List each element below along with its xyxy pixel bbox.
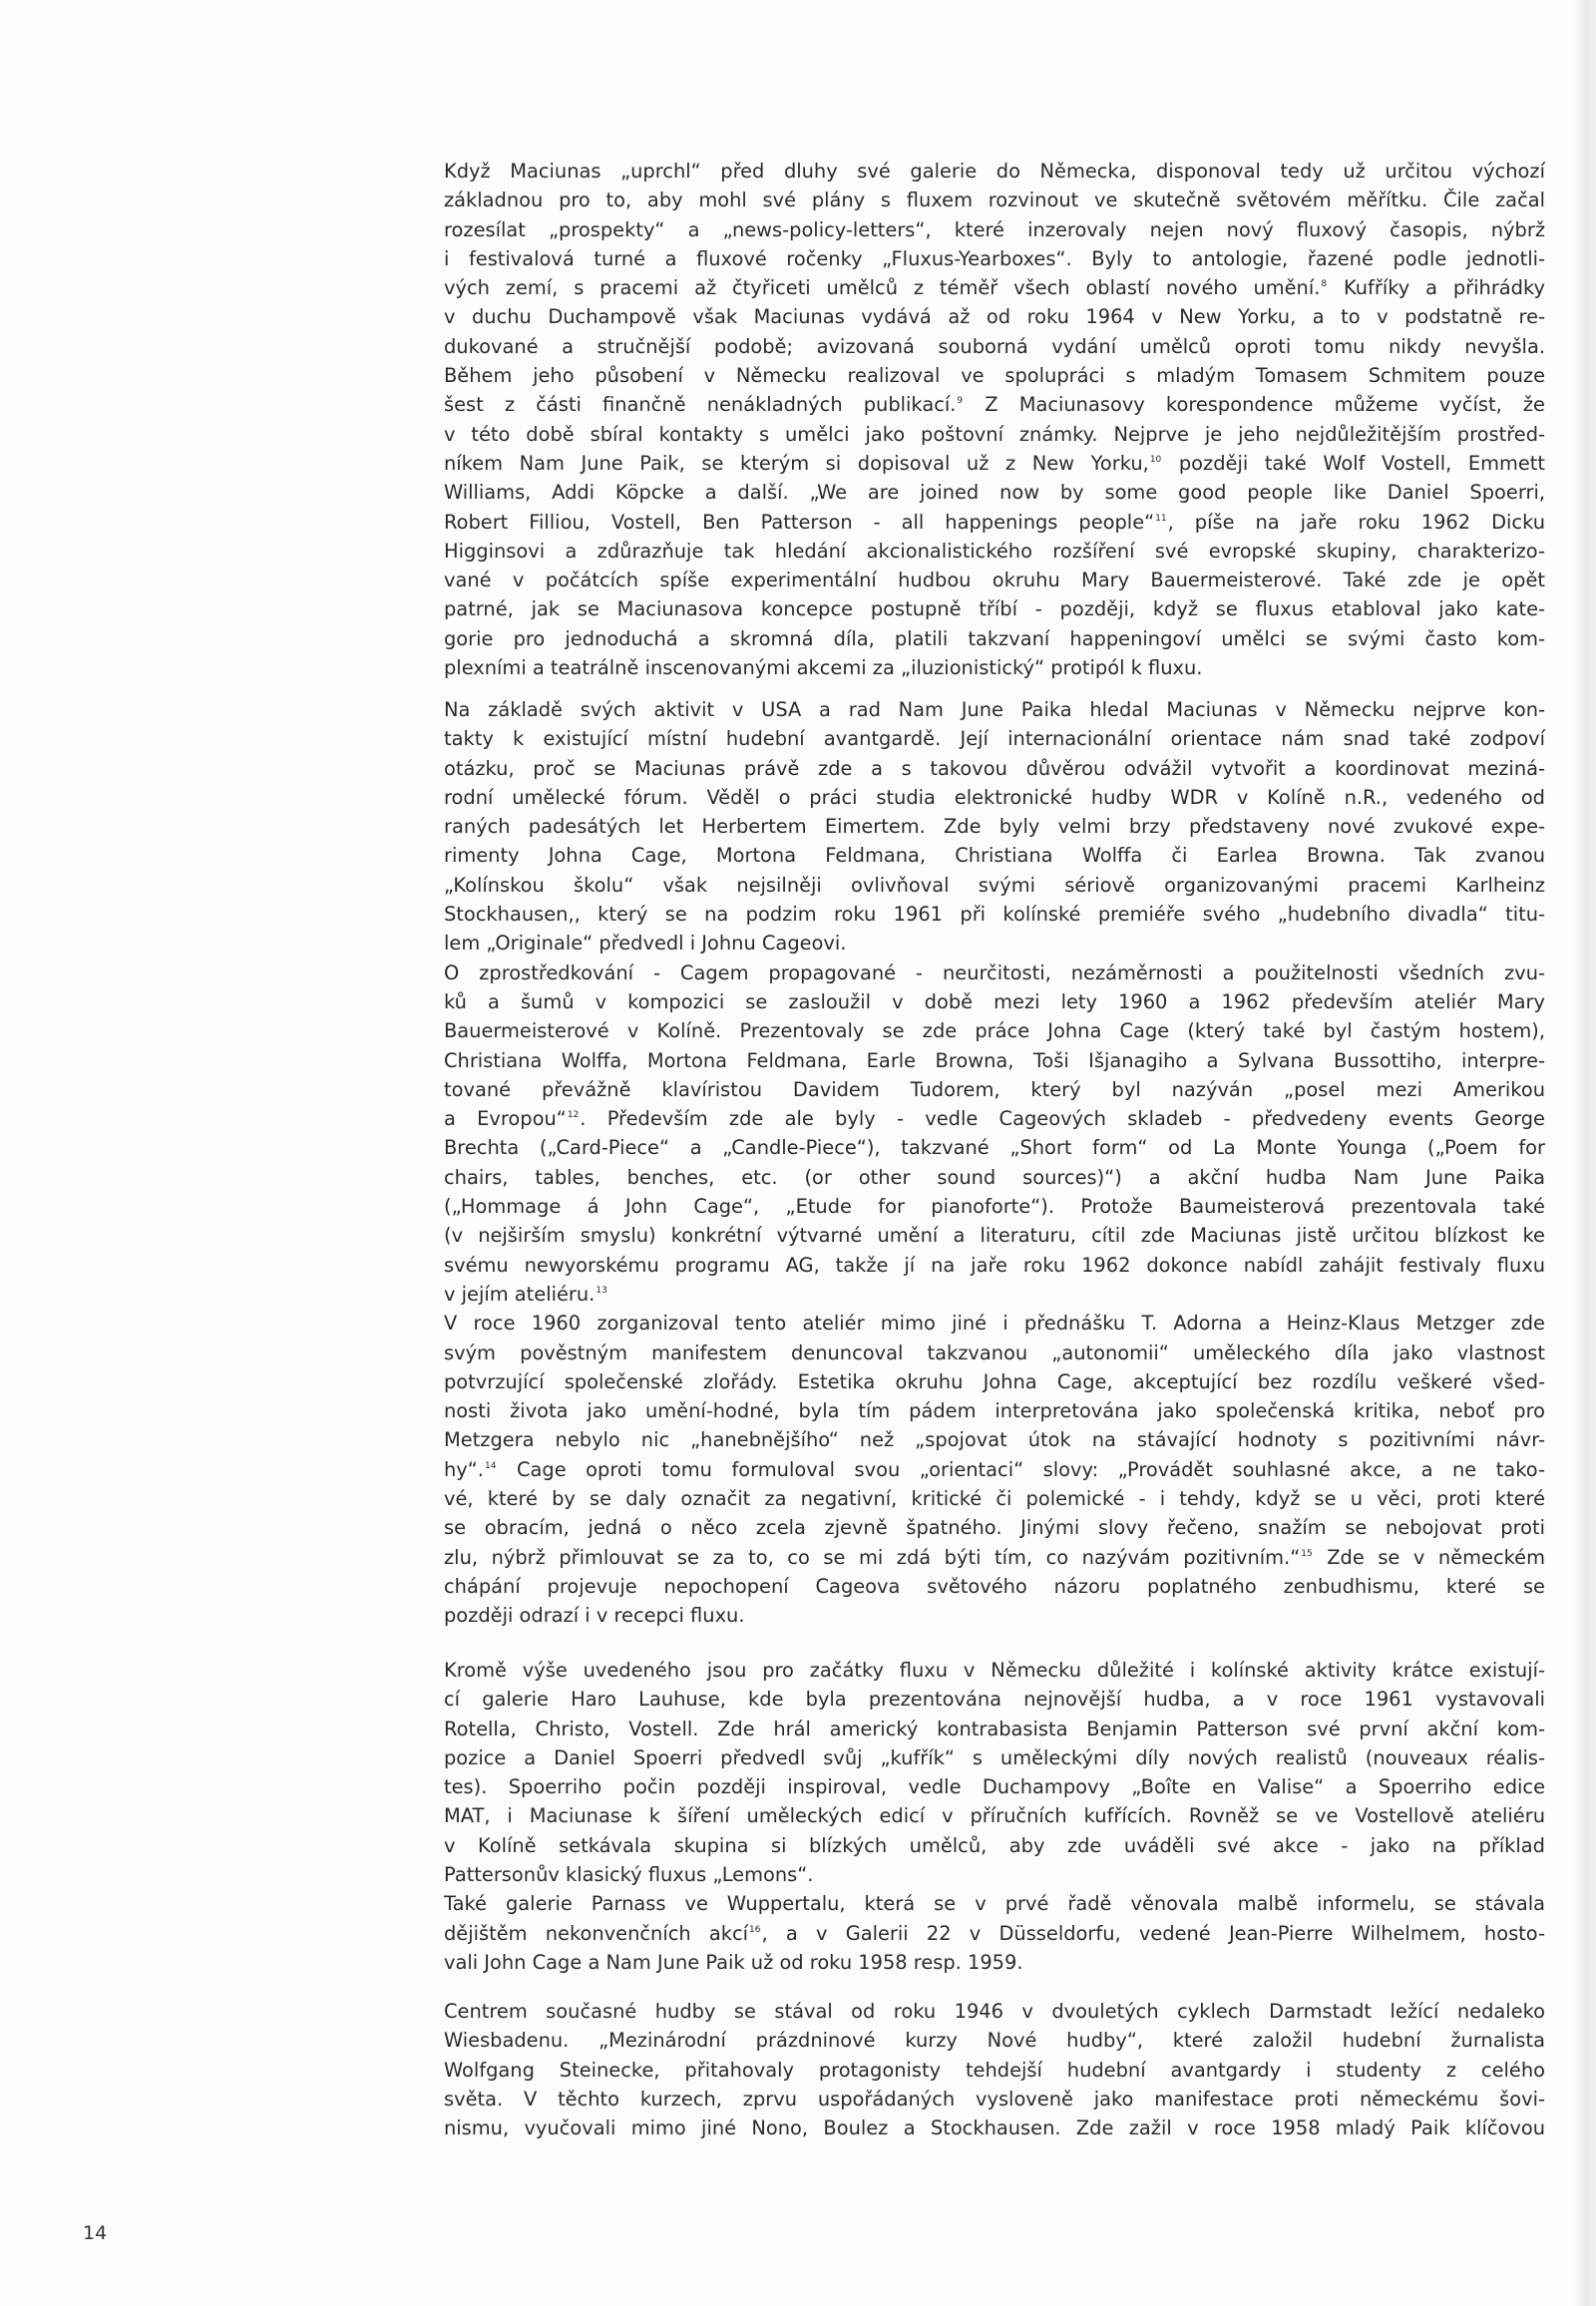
text-line: Higginsovi a zdůrazňuje tak hledání akcionalistického rozšíření své evropské skupiny, charakterizo-: [444, 539, 1545, 563]
text-line: vé, které by se daly označit za negativní, kritické či polemické - i tehdy, když se u věci, proti které: [444, 1487, 1545, 1511]
text-line: základnou pro to, aby mohl své plány s fluxem rozvinout ve skutečně světovém měřítku. Čile začal: [444, 189, 1545, 212]
text-line: cí galerie Haro Lauhuse, kde byla prezentována nejnovější hudba, a v roce 1961 vystavovali: [444, 1688, 1545, 1712]
paragraph: [444, 695, 1545, 959]
text-line: nismu, vyučovali mimo jiné Nono, Boulez a Stockhausen. Zde zažil v roce 1958 mladý Paik klíčovou: [444, 2116, 1545, 2140]
footnote-marker: 14: [484, 1460, 497, 1471]
paragraph: [444, 1309, 1545, 1630]
text-line: otázku, proč se Maciunas právě zde a s takovou důvěrou odvážil vytvořit a koordinovat meziná-: [444, 756, 1545, 780]
footnote-marker: 10: [1149, 454, 1162, 465]
text-line: Rotella, Christo, Vostell. Zde hrál americký kontrabasista Benjamin Patterson své první akční kom-: [444, 1717, 1545, 1740]
text-line: světa. V těchto kurzech, zprvu uspořádaných vysloveně jako manifestace proti německému šovi-: [444, 2087, 1545, 2111]
text-line: ků a šumů v kompozici se zasloužil v době mezi lety 1960 a 1962 především ateliér Mary: [444, 989, 1545, 1013]
text-line: i festivalová turné a fluxové ročenky „Fluxus-Yearboxes“. Byly to antologie, řazené podle jednotli-: [444, 246, 1545, 270]
paragraph: [444, 1889, 1545, 1977]
text-line: dějištěm nekonvenčních akcí$^{16}$, a v Galerii 22 v Düsseldorfu, vedené Jean-Pierre Wilhelmem, hosto-: [444, 1921, 1545, 1945]
text-line: Wiesbadenu. „Mezinárodní prázdninové kurzy Nové hudby“, které založil hudební žurnalista: [444, 2029, 1545, 2053]
paragraph: [444, 1656, 1545, 1889]
text-line: tes). Spoerriho počin později inspiroval, vedle Duchampovy „Boîte en Valise“ a Spoerriho edice: [444, 1775, 1545, 1799]
text-line: Brechta („Card-Piece“ a „Candle-Piece“), takzvané „Short form“ od La Monte Younga („Poem for: [444, 1136, 1545, 1160]
page-binding-shadow: [1574, 0, 1596, 2306]
text-block: [444, 1997, 1545, 2142]
text-line: v jejím ateliéru.$^{13}$: [444, 1282, 607, 1306]
text-line: chápání projevuje nepochopení Cageova světového názoru poplatného zenbudhismu, které se: [444, 1574, 1545, 1598]
page-number: 14: [83, 2222, 108, 2244]
footnote-marker: 15: [1301, 1548, 1313, 1559]
text-line: Centrem současné hudby se stával od roku 1946 v dvouletých cyklech Darmstadt ležící nedaleko: [444, 2000, 1545, 2023]
text-line: V roce 1960 zorganizoval tento ateliér mimo jiné i přednášku T. Adorna a Heinz-Klaus Metzger zde: [444, 1312, 1545, 1336]
text-line: Pattersonův klasický fluxus „Lemons“.: [444, 1863, 814, 1887]
text-line: v duchu Duchampově však Maciunas vydává až od roku 1964 v New Yorku, a to v podstatně re-: [444, 305, 1545, 329]
paragraph: [444, 1997, 1545, 2142]
text-line: níkem Nam June Paik, se kterým si dopisoval už z New Yorku,$^{10}$ později také Wolf Vostell, Emmett: [444, 451, 1546, 475]
text-line: nosti života jako umění-hodné, byla tím pádem interpretována jako společenská kritika, neboť pro: [444, 1399, 1545, 1423]
text-line: („Hommage á John Cage“, „Etude for pianoforte“). Protože Baumeisterová prezentovala také: [444, 1195, 1545, 1219]
text-line: Metzgera nebylo nic „hanebnějšího“ než „spojovat útok na stávající hodnoty s pozitivními návr-: [444, 1428, 1545, 1452]
text-line: potvrzující společenské zlořády. Estetika okruhu Johna Cage, akceptující bez rozdílu veškeré všed-: [444, 1369, 1545, 1393]
text-line: O zprostředkování - Cagem propagované - neurčitosti, nezáměrnosti a použitelnosti všedních zvu-: [444, 961, 1545, 984]
text-line: hy“.$^{14}$ Cage oproti tomu formuloval svou „orientaci“ slovy: „Provádět souhlasné akce, a ne tako-: [444, 1457, 1545, 1481]
footnote-marker: 13: [596, 1285, 607, 1296]
text-line: dukované a stručnější podobě; avizovaná souborná vydání umělců oproti tomu nikdy nevyšla.: [444, 334, 1545, 358]
text-line: Kromě výše uvedeného jsou pro začátky fluxu v Německu důležité i kolínské aktivity krátce existují-: [444, 1659, 1545, 1682]
footnote-marker: 12: [567, 1110, 580, 1121]
text-line: šest z části finančně nenákladných publikací.$^9$ Z Maciunasovy korespondence můžeme vyčíst, že: [444, 393, 1545, 417]
text-line: „Kolínskou školu“ však nejsilněji ovlivňoval svými sériově organizovanými pracemi Karlheinz: [444, 873, 1545, 897]
footnote-marker: 16: [749, 1924, 761, 1935]
text-line: plexními a teatrálně inscenovanými akcemi za „iluzionistický“ protipól k fluxu.: [444, 656, 1203, 680]
text-line: lem „Originale“ předvedl i Johnu Cageovi.: [444, 932, 847, 956]
text-line: chairs, tables, benches, etc. (or other sound sources)“) a akční hudba Nam June Paika: [444, 1165, 1545, 1189]
text-line: Williams, Addi Köpcke a další. „We are joined now by some good people like Daniel Spoerri,: [444, 481, 1545, 505]
paragraph: [444, 959, 1545, 1310]
footnote-marker: 11: [1155, 513, 1167, 524]
text-line: MAT, i Maciunase k šíření uměleckých edicí v příručních kufřících. Rovněž se ve Vostellově ateliéru: [444, 1804, 1545, 1828]
text-block: [444, 695, 1545, 1631]
footnote-marker: 9: [957, 396, 964, 407]
text-line: Bauermeisterové v Kolíně. Prezentovaly se zde práce Johna Cage (který také byl častým hostem),: [444, 1019, 1545, 1043]
text-line: v této době sbíral kontakty s umělci jako poštovní známky. Nejprve je jeho nejdůležitějším prostřed-: [444, 422, 1545, 446]
text-line: v Kolíně setkávala skupina si blízkých umělců, aby zde uváděli své akce - jako na příklad: [444, 1833, 1545, 1857]
text-line: Wolfgang Steinecke, přitahovaly protagonisty tehdejší hudební avantgardy i studenty z celého: [444, 2058, 1545, 2082]
text-line: vali John Cage a Nam June Paik už od roku 1958 resp. 1959.: [444, 1950, 1023, 1974]
text-line: tované převážně klavíristou Davidem Tudorem, který byl nazýván „posel mezi Amerikou: [444, 1077, 1545, 1101]
text-line: vých zemí, s pracemi až čtyřiceti umělců z téměř všech oblastí nového umění.$^8$ Kufříky a přihrádky: [444, 276, 1545, 300]
text-line: patrné, jak se Maciunasova koncepce postupně tříbí - později, když se fluxus etabloval jako kate-: [444, 597, 1545, 621]
text-line: rimenty Johna Cage, Mortona Feldmana, Christiana Wolffa či Earlea Browna. Tak zvanou: [444, 844, 1545, 868]
text-line: Během jeho působení v Německu realizoval ve spolupráci s mladým Tomasem Schmitem pouze: [444, 364, 1545, 388]
text-line: Stockhausen,, který se na podzim roku 1961 při kolínské premiéře svého „hudebního divadla“ titu-: [444, 903, 1545, 927]
text-line: rodní umělecké fórum. Věděl o práci studia elektronické hudby WDR v Kolíně n.R., vedeného od: [444, 785, 1545, 809]
text-line: takty k existující místní hudební avantgardě. Její internacionální orientace nám snad také zodpoví: [444, 727, 1545, 751]
text-line: se obracím, jedná o něco zcela zjevně špatného. Jinými slovy řečeno, snažím se nebojovat proti: [444, 1516, 1545, 1540]
text-line: a Evropou“$^{12}$. Především zde ale byly - vedle Cageových skladeb - předvedeny events George: [444, 1107, 1545, 1131]
text-line: Na základě svých aktivit v USA a rad Nam June Paika hledal Maciunas v Německu nejprve kon-: [444, 698, 1545, 721]
text-block: [444, 1656, 1545, 1977]
text-line: Když Maciunas „uprchl“ před dluhy své galerie do Německa, disponoval tedy už určitou výchozí: [444, 160, 1545, 183]
text-line: vané v počátcích spíše experimentální hudbou okruhu Mary Bauermeisterové. Také zde je opět: [444, 569, 1545, 592]
text-line: Také galerie Parnass ve Wuppertalu, která se v prvé řadě věnovala malbě informelu, se stávala: [444, 1892, 1545, 1916]
text-line: (v nejširším smyslu) konkrétní výtvarné umění a literaturu, cítil zde Maciunas jistě určitou blízkost ke: [444, 1224, 1545, 1248]
text-line: později odrazí i v recepci fluxu.: [444, 1604, 745, 1628]
text-line: Christiana Wolffa, Mortona Feldmana, Earle Browna, Toši Išjanagiho a Sylvana Bussottiho, interpre-: [444, 1048, 1545, 1072]
text-line: raných padesátých let Herbertem Eimertem. Zde byly velmi brzy představeny nové zvukové expe-: [444, 815, 1545, 839]
text-line: rozesílat „prospekty“ a „news-policy-letters“, které inzerovaly nejen nový fluxový časopis, nýbrž: [444, 217, 1545, 241]
text-line: gorie pro jednoduchá a skromná díla, platili takzvaní happeningoví umělci se svými často kom-: [444, 626, 1545, 650]
text-line: zlu, nýbrž přimlouvat se za to, co se mi zdá býti tím, co nazývám pozitivním.“$^{15}$ Zde se v německém: [444, 1545, 1545, 1569]
paragraph: [444, 157, 1545, 682]
text-block: [444, 157, 1545, 682]
text-line: pozice a Daniel Spoerri předvedl svůj „kufřík“ s uměleckými díly nových realistů (nouveaux réalis-: [444, 1745, 1545, 1769]
text-line: svému newyorskému programu AG, takže jí na jaře roku 1962 dokonce nabídl zahájit festivaly fluxu: [444, 1253, 1545, 1277]
text-line: Robert Filliou, Vostell, Ben Patterson - all happenings people“$^{11}$, píše na jaře roku 1962 Dicku: [444, 510, 1545, 534]
text-line: svým pověstným manifestem denuncoval takzvanou „autonomii“ uměleckého díla jako vlastnost: [444, 1341, 1545, 1364]
footnote-marker: 8: [1321, 279, 1328, 290]
